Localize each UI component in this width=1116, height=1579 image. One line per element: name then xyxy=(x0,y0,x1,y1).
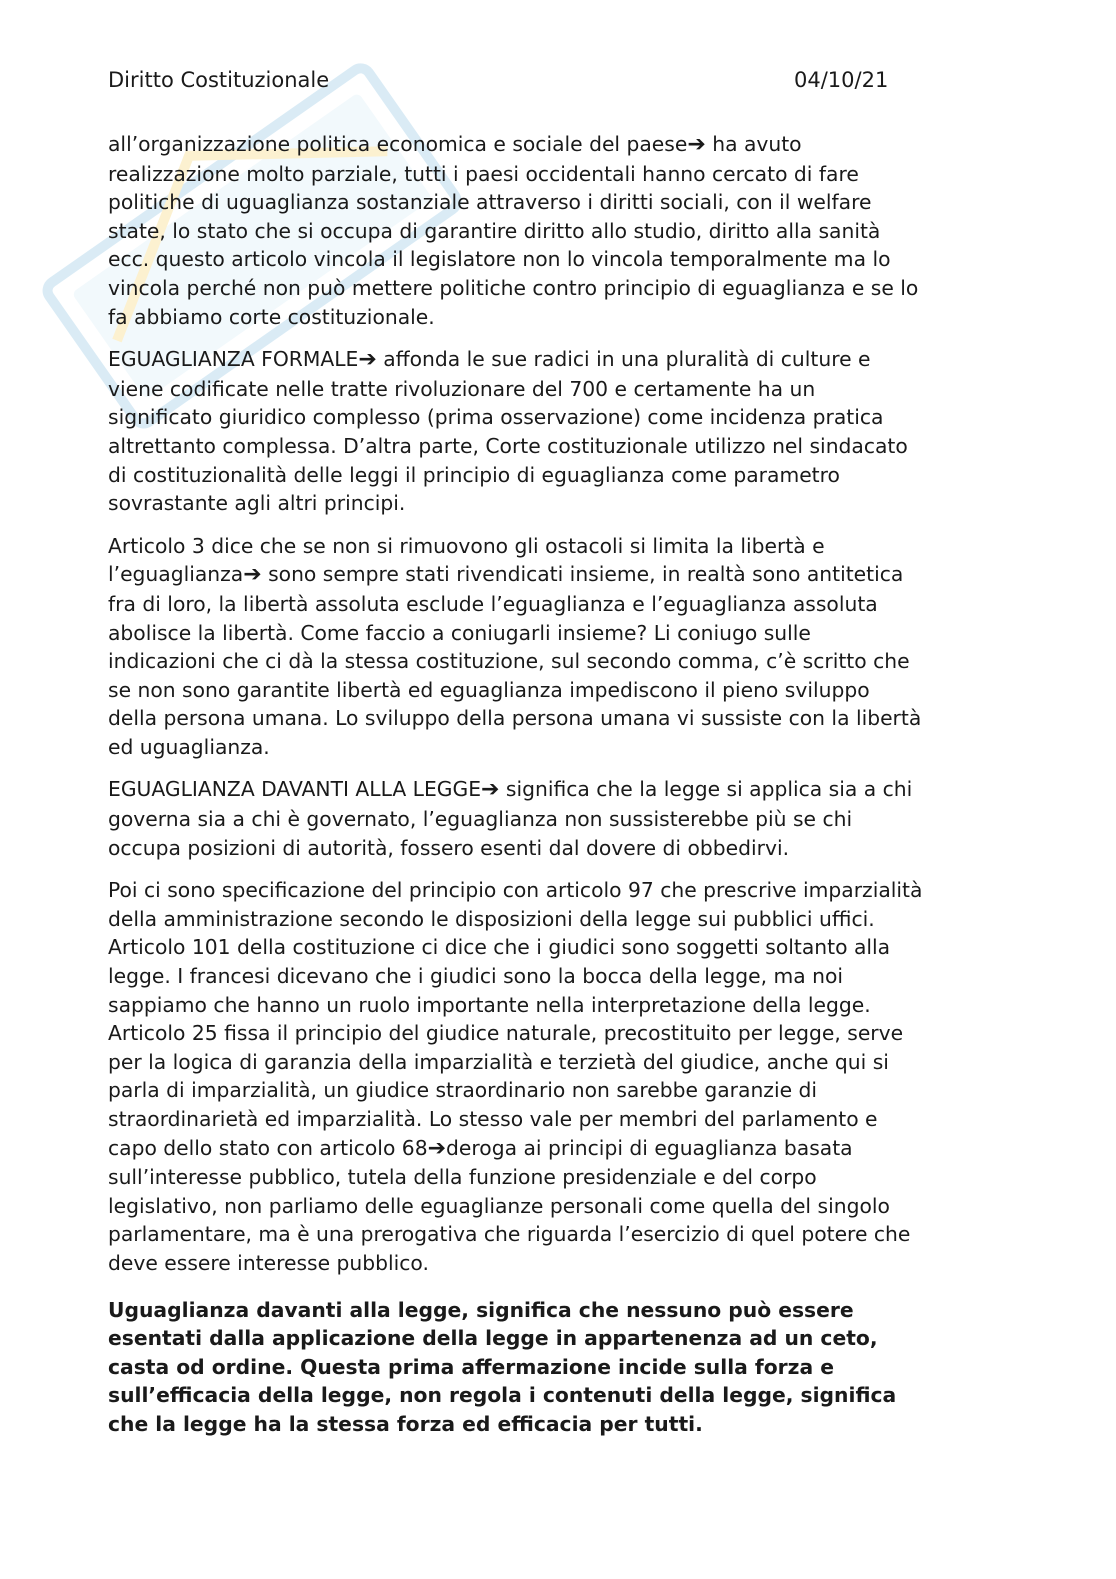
text-line: occupa posizioni di autorità, fossero esenti dal dovere di obbedirvi. xyxy=(108,835,790,860)
text-line: capo dello stato con articolo 68➔deroga ai principi di eguaglianza basata xyxy=(108,1135,853,1161)
text-line: casta od ordine. Questa prima affermazione incide sulla forza e xyxy=(108,1354,834,1379)
arrow-right-icon: ➔ xyxy=(358,347,377,373)
bold-summary-paragraph xyxy=(108,1296,1028,1439)
arrow-right-icon: ➔ xyxy=(427,1135,447,1161)
text-line: Articolo 3 dice che se non si rimuovono gli ostacoli si limita la libertà e xyxy=(108,533,825,558)
text-line: l’eguaglianza➔ sono sempre stati rivendicati insieme, in realtà sono antitetica xyxy=(108,562,904,588)
text-line: ed uguaglianza. xyxy=(108,734,270,759)
text-line: fra di loro, la libertà assoluta esclude l’eguaglianza e l’eguaglianza assoluta xyxy=(108,591,878,616)
text-line: ecc. questo articolo vincola il legislatore non lo vincola temporalmente ma lo xyxy=(108,247,891,272)
text-line: EGUAGLIANZA DAVANTI ALLA LEGGE➔ significa che la legge si applica sia a chi xyxy=(108,777,913,803)
text-line: parla di imparzialità, un giudice straordinario non sarebbe garanzie di xyxy=(108,1078,818,1103)
paragraph xyxy=(108,532,1028,762)
text-line: altrettanto complessa. D’altra parte, Corte costituzionale utilizzo nel sindacato xyxy=(108,433,908,458)
text-line: EGUAGLIANZA FORMALE➔ affonda le sue radici in una pluralità di culture e xyxy=(108,347,871,373)
text-line: all’organizzazione politica economica e sociale del paese➔ ha avuto xyxy=(108,132,802,157)
text-line: sovrastante agli altri principi. xyxy=(108,491,406,516)
arrow-right-icon: ➔ xyxy=(243,562,262,588)
text-line: deve essere interesse pubblico. xyxy=(108,1250,429,1275)
header-date: 04/10/21 xyxy=(794,68,889,92)
document-body xyxy=(108,130,1028,1453)
text-line: Uguaglianza davanti alla legge, significa che nessuno può essere xyxy=(108,1297,854,1322)
text-line: politiche di uguaglianza sostanziale attraverso i diritti sociali, con il welfare xyxy=(108,190,872,215)
text-line: Poi ci sono specificazione del principio con articolo 97 che prescrive imparzialità xyxy=(108,878,923,903)
text-line: straordinarietà ed imparzialità. Lo stesso vale per membri del parlamento e xyxy=(108,1107,878,1131)
arrow-right-icon: ➔ xyxy=(687,132,706,157)
arrow-right-icon: ➔ xyxy=(481,777,500,803)
text-line: legge. I francesi dicevano che i giudici sono la bocca della legge, ma noi xyxy=(108,964,843,989)
text-line: sull’efficacia della legge, non regola i contenuti della legge, significa xyxy=(108,1383,897,1408)
text-line: state, lo stato che si occupa di garantire diritto allo studio, diritto alla sanità xyxy=(108,218,881,243)
paragraph xyxy=(108,876,1028,1277)
text-line: viene codificate nelle tratte rivoluzionare del 700 e certamente ha un xyxy=(108,376,816,401)
text-line: Articolo 25 fissa il principio del giudice naturale, precostituito per legge, serve xyxy=(108,1021,904,1046)
text-line: indicazioni che ci dà la stessa costituzione, sul secondo comma, c’è scritto che xyxy=(108,649,910,674)
text-line: fa abbiamo corte costituzionale. xyxy=(108,304,435,329)
course-title: Diritto Costituzionale xyxy=(108,68,330,92)
text-line: significato giuridico complesso (prima osservazione) come incidenza pratica xyxy=(108,405,884,430)
text-line: parlamentare, ma è una prerogativa che riguarda l’esercizio di quel potere che xyxy=(108,1222,911,1247)
paragraph xyxy=(108,775,1028,862)
text-line: per la logica di garanzia della imparzialità e terzietà del giudice, anche qui si xyxy=(108,1049,889,1074)
text-line: governa sia a chi è governato, l’eguaglianza non sussisterebbe più se chi xyxy=(108,807,853,832)
paragraph xyxy=(108,130,1028,331)
text-line: di costituzionalità delle leggi il principio di eguaglianza come parametro xyxy=(108,462,840,487)
text-line: esentati dalla applicazione della legge in appartenenza ad un ceto, xyxy=(108,1326,878,1351)
text-line: della persona umana. Lo sviluppo della persona umana vi sussiste con la libertà xyxy=(108,706,922,731)
text-line: che la legge ha la stessa forza ed efficacia per tutti. xyxy=(108,1411,703,1436)
text-line: legislativo, non parliamo delle eguaglianze personali come quella del singolo xyxy=(108,1193,890,1218)
text-line: vincola perché non può mettere politiche contro principio di eguaglianza e se lo xyxy=(108,275,919,300)
text-line: abolisce la libertà. Come faccio a coniugarli insieme? Li coniugo sulle xyxy=(108,620,811,645)
paragraph xyxy=(108,345,1028,518)
text-line: sull’interesse pubblico, tutela della funzione presidenziale e del corpo xyxy=(108,1165,817,1190)
text-line: se non sono garantite libertà ed eguaglianza impediscono il pieno sviluppo xyxy=(108,677,870,702)
text-line: realizzazione molto parziale, tutti i paesi occidentali hanno cercato di fare xyxy=(108,161,859,186)
text-line: della amministrazione secondo le disposizioni della legge sui pubblici uffici. xyxy=(108,906,875,931)
text-line: Articolo 101 della costituzione ci dice che i giudici sono soggetti soltanto alla xyxy=(108,935,891,960)
text-line: sappiamo che hanno un ruolo importante nella interpretazione della legge. xyxy=(108,992,871,1017)
